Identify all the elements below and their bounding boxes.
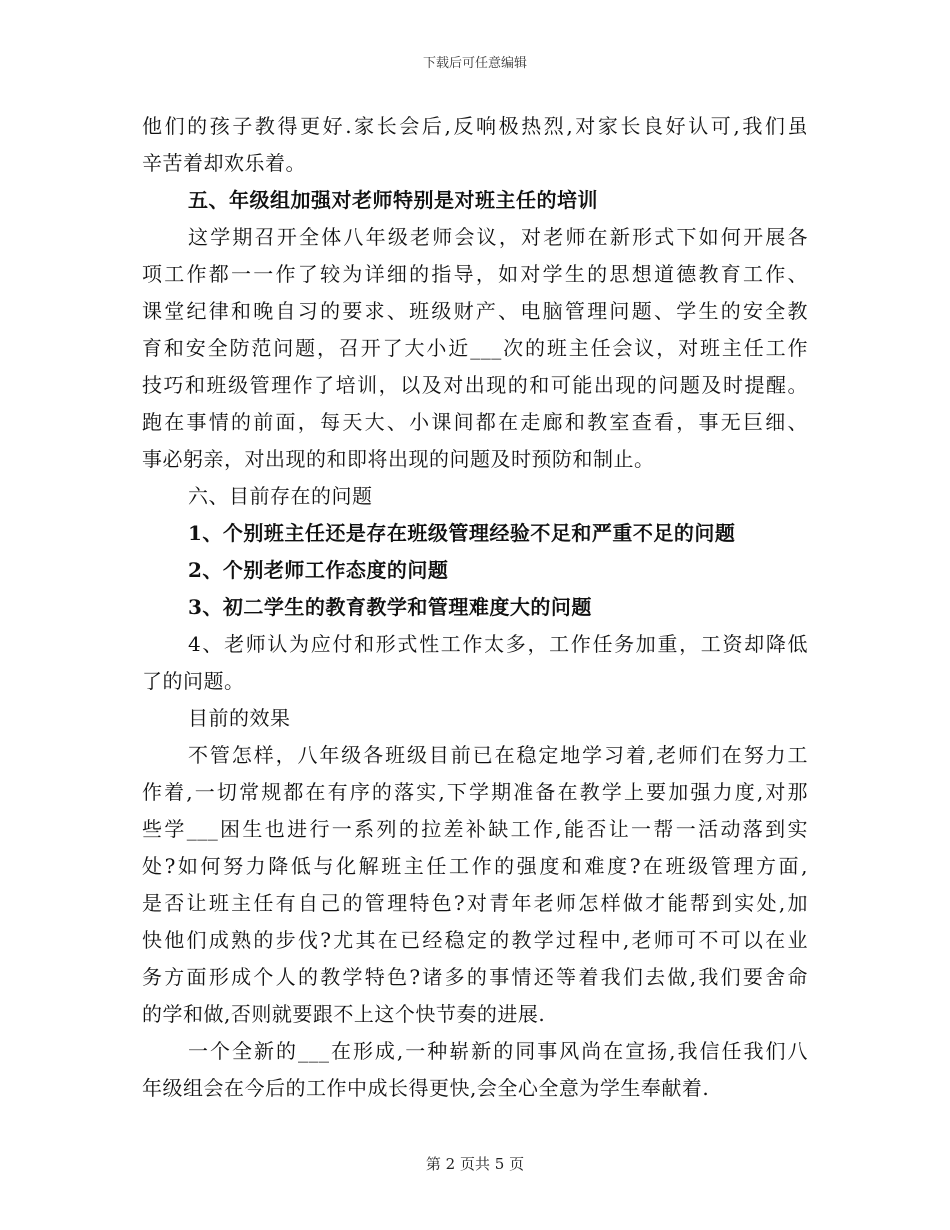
paragraph-line: 目前的效果 (188, 706, 291, 730)
paragraph-line: 跑在事情的前面，每天大、小课间都在走廊和教室查看，事无巨细、 (142, 410, 808, 434)
page-number: 第 2 页共 5 页 (425, 1155, 525, 1173)
paragraph-line: 六、目前存在的问题 (188, 484, 373, 508)
paragraph-line: 年级组会在今后的工作中成长得更快,会全心全意为学生奉献着. (142, 1076, 710, 1100)
paragraph-line: 处?如何努力降低与化解班主任工作的强度和难度?在班级管理方面, (142, 854, 808, 878)
paragraph-line: 快他们成熟的步伐?尤其在已经稳定的教学过程中,老师可不可以在业 (142, 928, 808, 952)
paragraph-line: 辛苦着却欢乐着。 (142, 151, 306, 175)
paragraph-line: 技巧和班级管理作了培训，以及对出现的和可能出现的问题及时提醒。 (142, 373, 808, 397)
section-heading-line: 1、个别班主任还是存在班级管理经验不足和严重不足的问题 (188, 521, 736, 545)
paragraph-line: 4、老师认为应付和形式性工作太多，工作任务加重，工资却降低 (188, 632, 808, 656)
document-body (142, 108, 808, 1107)
paragraph-line: 不管怎样，八年级各班级目前已在稳定地学习着,老师们在努力工 (188, 743, 808, 767)
paragraph-line: 课堂纪律和晚自习的要求、班级财产、电脑管理问题、学生的安全教 (142, 299, 808, 323)
page-header: 下载后可任意编辑 (422, 56, 527, 71)
paragraph-line: 作着,一切常规都在有序的落实,下学期准备在教学上要加强力度,对那 (142, 780, 808, 804)
paragraph-line: 的学和做,否则就要跟不上这个快节奏的进展. (142, 1002, 546, 1026)
paragraph-line: 务方面形成个人的教学特色?诸多的事情还等着我们去做,我们要舍命 (142, 965, 808, 989)
section-heading-line: 3、初二学生的教育教学和管理难度大的问题 (188, 595, 592, 619)
paragraph-line: 些学___困生也进行一系列的拉差补缺工作,能否让一帮一活动落到实 (142, 817, 808, 841)
section-heading-line: 2、个别老师工作态度的问题 (188, 558, 449, 582)
paragraph-line: 事必躬亲，对出现的和即将出现的问题及时预防和制止。 (142, 447, 655, 471)
paragraph-line: 了的问题。 (142, 669, 245, 693)
paragraph-line: 育和安全防范问题，召开了大小近___次的班主任会议，对班主任工作 (142, 336, 808, 360)
paragraph-line: 一个全新的___在形成,一种崭新的同事风尚在宣扬,我信任我们八 (188, 1039, 808, 1063)
paragraph-line: 这学期召开全体八年级老师会议，对老师在新形式下如何开展各 (188, 225, 808, 249)
paragraph-line: 项工作都一一作了较为详细的指导，如对学生的思想道德教育工作、 (142, 262, 808, 286)
paragraph-line: 他们的孩子教得更好.家长会后,反响极热烈,对家长良好认可,我们虽 (142, 114, 808, 138)
paragraph-line: 是否让班主任有自己的管理特色?对青年老师怎样做才能帮到实处,加 (142, 891, 808, 915)
section-heading-line: 五、年级组加强对老师特别是对班主任的培训 (188, 188, 598, 212)
